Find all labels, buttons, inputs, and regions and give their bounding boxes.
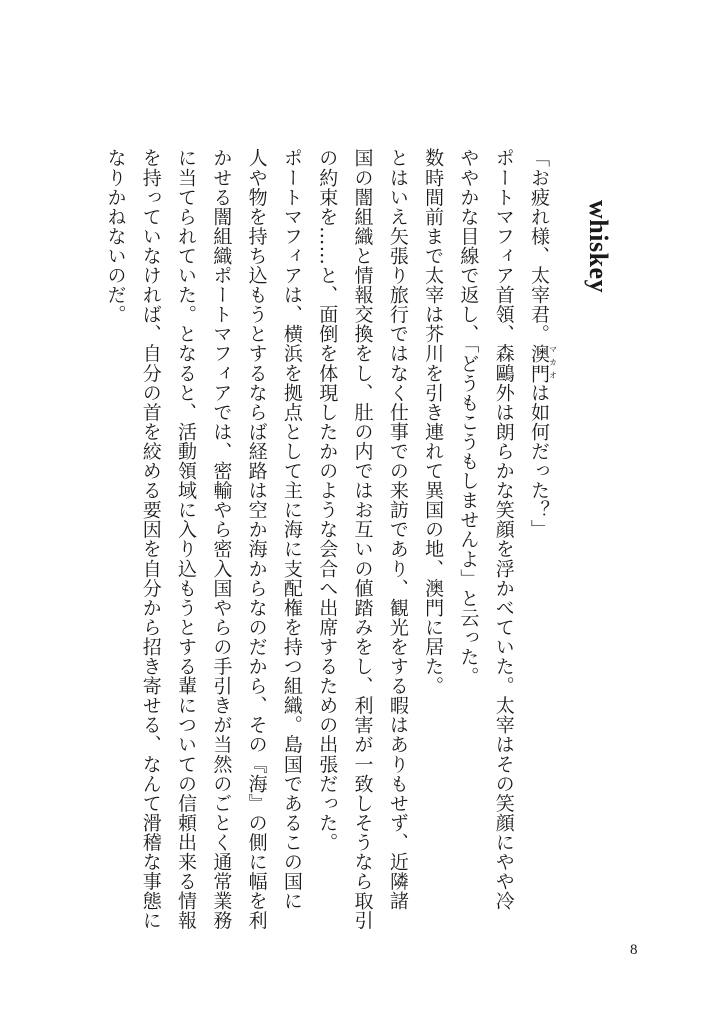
ruby-reading: マカオ	[548, 343, 558, 383]
text-line: を持っていなければ、自分の首を絞める要因を自分から招き寄せる、なんて滑稽な事態に	[139, 148, 162, 930]
chapter-title: whiskey	[584, 200, 613, 294]
text-line: なりかねないのだ。	[104, 148, 127, 324]
text-line: 人や物を持ち込もうとするならば経路は空か海からなのだから、その『海』の側に幅を利	[245, 148, 268, 930]
text-line: 「お疲れ様、太宰君。澳門マカオは如何だった？」	[528, 148, 558, 540]
text-line: ポートマフィア首領、森鷗外は朗らかな笑顔を浮かべていた。太宰はその笑顔にやや冷	[492, 148, 515, 911]
body-text	[97, 148, 557, 928]
ruby-word: 澳門マカオ	[528, 343, 558, 383]
text-line: ポートマフィアは、横浜を拠点として主に海に支配権を持つ組織。島国であるこの国に	[280, 148, 303, 911]
text-line: の約束を……と、面倒を体現したかのような会合へ出席するための出張だった。	[316, 148, 339, 852]
text-line: 国の闇組織と情報交換をし、肚の内ではお互いの値踏みをし、利害が一致しそうなら取引	[351, 148, 374, 930]
text-line: ややかな目線で返し、「どうもこうもしませんよ」と云った。	[457, 148, 480, 686]
page-number: 8	[630, 942, 638, 958]
text-line: とはいえ矢張り旅行ではなく仕事での来訪であり、観光をする暇はありもせず、近隣諸	[386, 148, 409, 911]
text-line: 数時間前まで太宰は芥川を引き連れて異国の地、澳門に居た。	[422, 148, 445, 696]
text-line: に当てられていた。となると、活動領域に入り込もうとする輩についての信頼出来る情報	[175, 148, 198, 930]
text-line: かせる闇組織ポートマフィアでは、密輸やら密入国やらの手引きが当然のごとく通常業務	[210, 148, 233, 930]
